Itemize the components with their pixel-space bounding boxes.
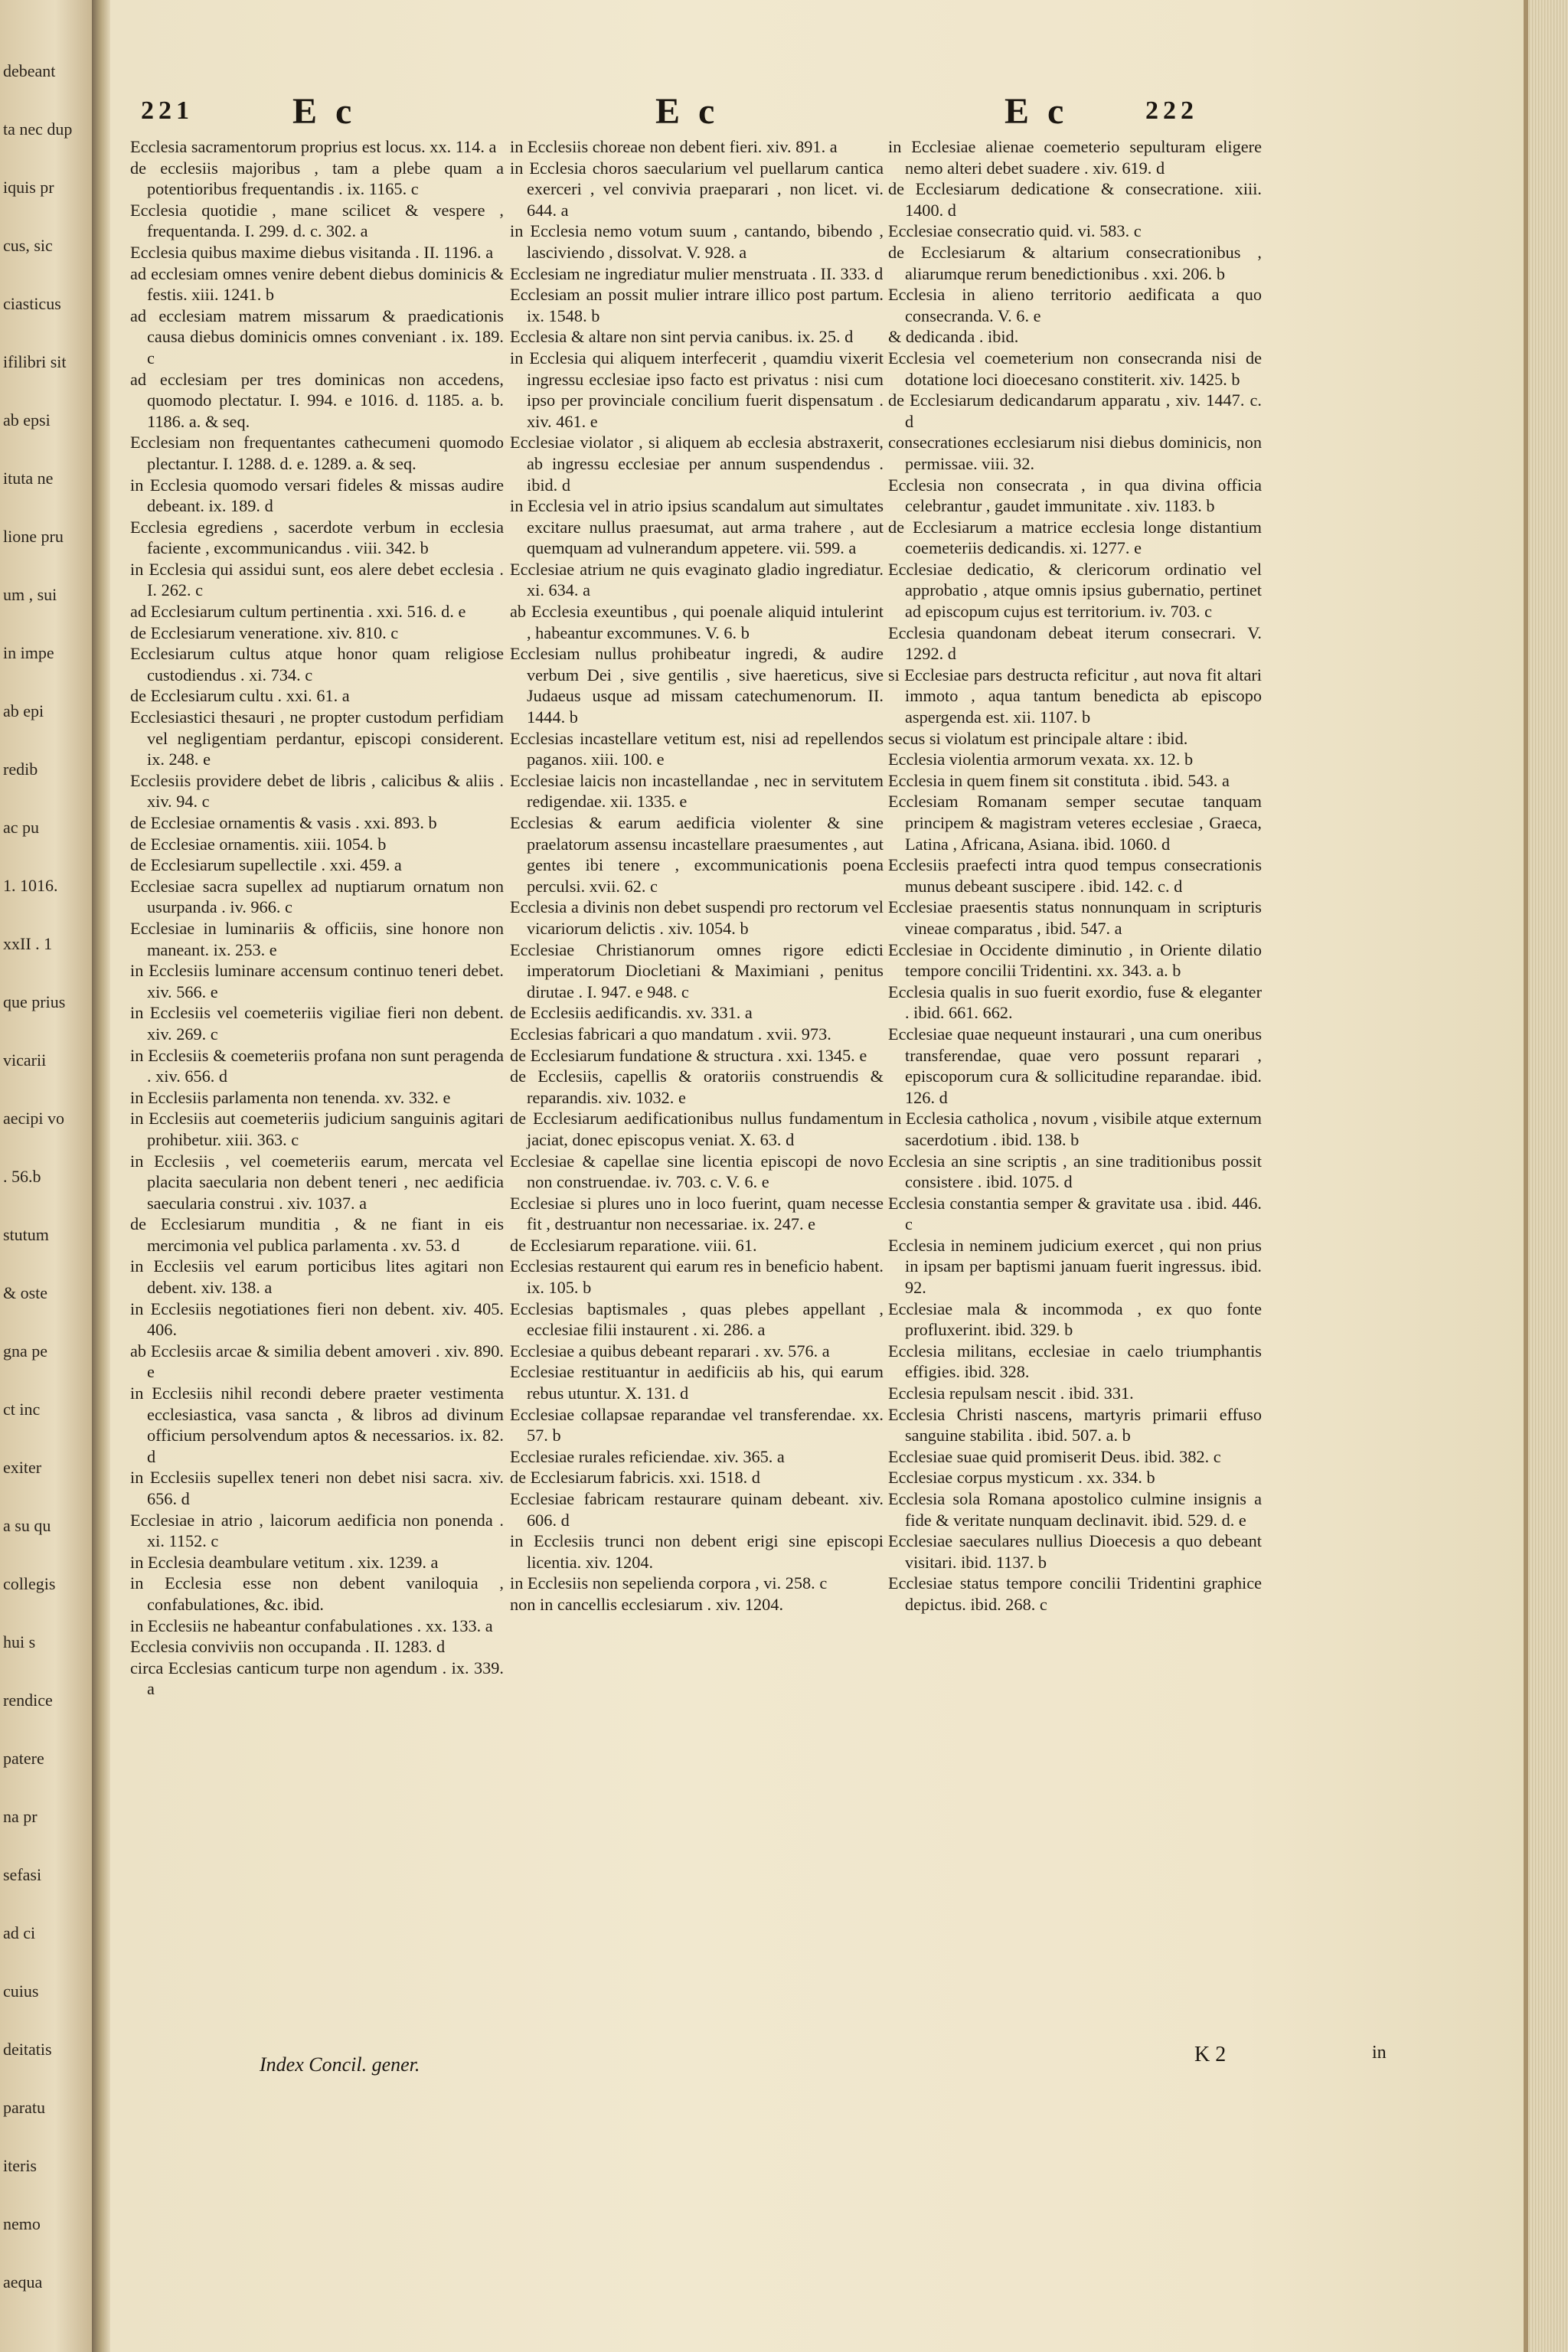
- headword-right: E c: [1004, 91, 1069, 132]
- index-entry: Ecclesiae mala & incommoda , ex quo fonte profluxerint. ibid. 329. b: [888, 1298, 1262, 1340]
- previous-page-fragment: paratu: [3, 2098, 45, 2117]
- index-entry: in Ecclesiis negotiationes fieri non debent. xiv. 405. 406.: [130, 1298, 504, 1340]
- previous-page-fragment: na pr: [3, 1807, 38, 1826]
- index-entry: Ecclesiae laicis non incastellandae , nec in servitutem redigendae. xii. 1335. e: [510, 770, 884, 812]
- previous-page-fragment: xxII . 1: [3, 934, 53, 953]
- index-entry: Ecclesiae corpus mysticum . xx. 334. b: [888, 1468, 1155, 1488]
- previous-page-fragment: hui s: [3, 1632, 36, 1651]
- index-entry: Ecclesiae in Occidente diminutio , in Oriente dilatio tempore concilii Tridentini. xx. 343. a. b: [888, 939, 1262, 981]
- index-entry: de Ecclesiarum fundatione & structura . xxi. 1345. e: [510, 1045, 867, 1065]
- index-entry: de Ecclesiarum fabricis. xxi. 1518. d: [510, 1468, 760, 1488]
- index-entry: de Ecclesiarum supellectile . xxi. 459. a: [130, 855, 402, 875]
- previous-page-fragment: sefasi: [3, 1865, 42, 1884]
- index-entry: ad ecclesiam matrem missarum & praedicationis causa diebus dominicis omnes conveniant . ix. 189. c: [130, 305, 504, 368]
- index-entry: Ecclesiae in atrio , laicorum aedificia non ponenda . xi. 1152. c: [130, 1510, 504, 1551]
- previous-page-fragment: cus, sic: [3, 236, 53, 255]
- previous-page-fragment: gna pe: [3, 1341, 48, 1361]
- index-entry: Ecclesiae atrium ne quis evaginato gladio ingrediatur. xi. 634. a: [510, 559, 884, 600]
- previous-page-fragment: lione pru: [3, 527, 64, 546]
- previous-page-fragment: ciasticus: [3, 294, 61, 313]
- previous-page-fragment: cuius: [3, 1981, 39, 2001]
- index-entry: in Ecclesiis vel earum porticibus lites agitari non debent. xiv. 138. a: [130, 1256, 504, 1298]
- index-entry: in Ecclesiis , vel coemeteriis earum, mercata vel placita saecularia non debent teneri , nec aedificia saecularia construi . xiv. 1037. a: [130, 1151, 504, 1213]
- index-entry: de ecclesiis majoribus , tam a plebe quam a potentioribus frequentandis . ix. 1165. c: [130, 158, 504, 199]
- index-entry: in Ecclesia catholica , novum , visibile atque externum sacerdotium . ibid. 138. b: [888, 1109, 1262, 1149]
- index-entry: Ecclesia quibus maxime diebus visitanda . II. 1196. a: [130, 242, 494, 262]
- index-entry: Ecclesia qualis in suo fuerit exordio, fuse & eleganter . ibid. 661. 662.: [888, 982, 1262, 1023]
- index-entry: Ecclesiae restituantur in aedificiis ab his, qui earum rebus utuntur. X. 131. d: [510, 1362, 884, 1403]
- previous-page-fragment: ab epsi: [3, 410, 51, 430]
- index-entry: in Ecclesiis aut coemeteriis judicium sanguinis agitari prohibetur. xiii. 363. c: [130, 1109, 504, 1149]
- previous-page-fragment: aequa: [3, 2272, 43, 2292]
- index-entry: in Ecclesiis trunci non debent erigi sine episcopi licentia. xiv. 1204.: [510, 1531, 884, 1572]
- index-entry: Ecclesias incastellare vetitum est, nisi ad repellendos paganos. xiii. 100. e: [510, 728, 884, 769]
- column-right: [888, 136, 1262, 1615]
- page-number-right: 222: [1145, 96, 1198, 125]
- index-entry: secus si violatum est principale altare : ibid.: [888, 728, 1188, 748]
- index-entry: Ecclesia quandonam debeat iterum consecrari. V. 1292. d: [888, 622, 1262, 664]
- index-entry: Ecclesiae Christianorum omnes rigore edicti imperatorum Diocletiani & Maximiani , penitus dirutae . I. 947. e 948. c: [510, 939, 884, 1001]
- index-entry: Ecclesiae fabricam restaurare quinam debeant. xiv. 606. d: [510, 1489, 884, 1530]
- index-entry: circa Ecclesias canticum turpe non agendum . ix. 339. a: [130, 1658, 504, 1699]
- previous-page-fragment: patere: [3, 1749, 44, 1768]
- index-entry: Ecclesiae in luminariis & officiis, sine honore non maneant. ix. 253. e: [130, 918, 504, 959]
- index-entry: Ecclesiae quae nequeunt instaurari , una cum oneribus transferendae, quae vero possunt reparari , episcoporum cura & sollicitudine reparandae. ibid. 126. d: [888, 1024, 1262, 1107]
- index-entry: Ecclesiam ne ingrediatur mulier menstruata . II. 333. d: [510, 263, 884, 283]
- index-entry: Ecclesiae status tempore concilii Tridentini graphice depictus. ibid. 268. c: [888, 1573, 1262, 1614]
- index-entry: in Ecclesiis supellex teneri non debet nisi sacra. xiv. 656. d: [130, 1468, 504, 1508]
- index-entry: de Ecclesiis aedificandis. xv. 331. a: [510, 1003, 753, 1023]
- index-entry: Ecclesiae suae quid promiserit Deus. ibid. 382. c: [888, 1446, 1221, 1466]
- previous-page-fragment: collegis: [3, 1574, 56, 1593]
- index-entry: Ecclesia vel coemeterium non consecranda nisi de dotatione loci dioecesano constiterit. xiv. 1425. b: [888, 348, 1262, 389]
- index-entry: in Ecclesia qui assidui sunt, eos alere debet ecclesia . I. 262. c: [130, 559, 504, 600]
- index-entry: Ecclesia quotidie , mane scilicet & vespere , frequentanda. I. 299. d. c. 302. a: [130, 200, 504, 241]
- previous-page-fragment: aecipi vo: [3, 1109, 65, 1128]
- index-entry: in Ecclesiis nihil recondi debere praeter vestimenta ecclesiastica, vasa sancta , & libros ad divinum officium persolvendum aptos & necessarios. ix. 82. d: [130, 1383, 504, 1466]
- index-entry: in Ecclesiis ne habeantur confabulationes . xx. 133. a: [130, 1615, 493, 1635]
- column-middle: [510, 136, 884, 1615]
- index-entry: in Ecclesiae alienae coemeterio sepulturam eligere nemo alteri debet suadere . xiv. 619. d: [888, 137, 1262, 178]
- index-entry: Ecclesias restaurent qui earum res in beneficio habent. ix. 105. b: [510, 1256, 884, 1298]
- index-entry: in Ecclesia nemo votum suum , cantando, bibendo , lasciviendo , dissolvat. V. 928. a: [510, 221, 884, 262]
- index-entry: de Ecclesiarum a matrice ecclesia longe distantium coemeteriis dedicandis. xi. 1277. e: [888, 517, 1262, 558]
- index-entry: de Ecclesiarum munditia , & ne fiant in eis mercimonia vel publica parlamenta . xv. 53. d: [130, 1214, 504, 1255]
- index-entry: & dedicanda . ibid.: [888, 327, 1019, 347]
- index-entry: ab Ecclesiis arcae & similia debent amoveri . xiv. 890. e: [130, 1341, 504, 1382]
- index-entry: de Ecclesiarum cultu . xxi. 61. a: [130, 686, 350, 706]
- index-entry: de Ecclesiae ornamentis. xiii. 1054. b: [130, 834, 387, 854]
- page-edges: [1524, 0, 1568, 2352]
- index-entry: Ecclesiae si plures uno in loco fuerint, quam necesse fit , destruantur non necessariae. ix. 247. e: [510, 1193, 884, 1234]
- printer-signature: Index Concil. gener.: [260, 2053, 420, 2076]
- index-entry: Ecclesia egrediens , sacerdote verbum in ecclesia faciente , excommunicandus . viii. 342. b: [130, 517, 504, 558]
- previous-page-fragment: nemo: [3, 2214, 41, 2233]
- index-entry: Ecclesiae saeculares nullius Dioecesis a quo debeant visitari. ibid. 1137. b: [888, 1531, 1262, 1572]
- index-entry: in Ecclesia vel in atrio ipsius scandalum aut simultates excitare nullus praesumat, aut arma trahere , aut quemquam ad vulnerandum appetere. vii. 599. a: [510, 496, 884, 558]
- previous-page-fragment: que prius: [3, 992, 66, 1011]
- previous-page-fragment: debeant: [3, 61, 56, 80]
- index-entry: Ecclesiae dedicatio, & clericorum ordinatio vel approbatio , atque omnis ipsius gubernatio, pertinet ad episcopum cujus est territorium. iv. 703. c: [888, 559, 1262, 622]
- previous-page-fragment: um , sui: [3, 585, 57, 604]
- index-entry: Ecclesiae praesentis status nonnunquam in scripturis vineae comparatus , ibid. 547. a: [888, 897, 1262, 938]
- signature-mark: K 2: [1194, 2043, 1227, 2066]
- index-entry: Ecclesia in alieno territorio aedificata a quo consecranda. V. 6. e: [888, 285, 1262, 325]
- index-entry: consecrationes ecclesiarum nisi diebus dominicis, non permissae. viii. 32.: [888, 433, 1262, 473]
- previous-page-fragment: . 56.b: [3, 1167, 41, 1186]
- index-entry: Ecclesiae collapsae reparandae vel transferendae. xx. 57. b: [510, 1404, 884, 1446]
- previous-page-fragment: in impe: [3, 643, 54, 662]
- previous-page-fragment: rendice: [3, 1690, 53, 1710]
- previous-page-fragment: iquis pr: [3, 178, 54, 197]
- index-entry: Ecclesiis providere debet de libris , calicibus & aliis . xiv. 94. c: [130, 770, 504, 812]
- headword-middle: E c: [655, 91, 720, 132]
- index-entry: Ecclesia sola Romana apostolico culmine insignis a fide & veritate nunquam declinavit. ibid. 529. d. e: [888, 1489, 1262, 1530]
- book-page: [110, 0, 1524, 2352]
- previous-page-fragment: ad ci: [3, 1923, 36, 1942]
- index-entry: Ecclesia sacramentorum proprius est locus. xx. 114. a: [130, 137, 497, 156]
- previous-page-fragment: ab epi: [3, 701, 44, 720]
- index-entry: in Ecclesiis luminare accensum continuo teneri debet. xiv. 566. e: [130, 961, 504, 1001]
- index-entry: in Ecclesiis choreae non debent fieri. xiv. 891. a: [510, 137, 838, 156]
- headword-left: E c: [292, 91, 357, 132]
- index-entry: in Ecclesia deambulare vetitum . xix. 1239. a: [130, 1552, 439, 1572]
- index-entry: Ecclesia non consecrata , in qua divina officia celebrantur , gaudet immunitate . xiv. 1183. b: [888, 475, 1262, 516]
- previous-page-fragment: deitatis: [3, 2040, 52, 2059]
- index-entry: Ecclesias fabricari a quo mandatum . xvii. 973.: [510, 1024, 831, 1044]
- index-entry: Ecclesia violentia armorum vexata. xx. 12. b: [888, 750, 1194, 769]
- index-entry: Ecclesiam Romanam semper secutae tanquam principem & magistram veteres ecclesiae , Graeca, Latina , Africana, Asiana. ibid. 1060. d: [888, 792, 1262, 854]
- previous-page-fragment: ct inc: [3, 1400, 41, 1419]
- index-entry: Ecclesia in quem finem sit constituta . ibid. 543. a: [888, 770, 1230, 790]
- index-entry: ad ecclesiam omnes venire debent diebus dominicis & festis. xiii. 1241. b: [130, 263, 504, 305]
- index-entry: non in cancellis ecclesiarum . xiv. 1204.: [510, 1594, 784, 1614]
- index-entry: Ecclesia constantia semper & gravitate usa . ibid. 446. c: [888, 1193, 1262, 1234]
- index-entry: in Ecclesia qui aliquem interfecerit , quamdiu vixerit ingressu ecclesiae ipso facto est privatus : nisi cum ipso per provinciale concilium fuerit dispensatum . xiv. 461. e: [510, 348, 884, 431]
- previous-page-fragment: ac pu: [3, 818, 40, 837]
- index-entry: in Ecclesia esse non debent vaniloquia , confabulationes, &c. ibid.: [130, 1573, 504, 1614]
- previous-page-fragment: ta nec dup: [3, 119, 73, 139]
- index-entry: ad ecclesiam per tres dominicas non accedens, quomodo plectatur. I. 994. e 1016. d. 1185. a. b. 1186. a. & seq.: [130, 369, 504, 431]
- index-entry: Ecclesiae sacra supellex ad nuptiarum ornatum non usurpanda . iv. 966. c: [130, 876, 504, 917]
- catchword: in: [1372, 2043, 1387, 2063]
- index-entry: de Ecclesiarum dedicandarum apparatu , xiv. 1447. c. d: [888, 390, 1262, 431]
- index-entry: de Ecclesiarum dedicatione & consecratione. xiii. 1400. d: [888, 179, 1262, 220]
- previous-page-edge: [0, 0, 92, 2352]
- index-entry: Ecclesiae violator , si aliquem ab ecclesia abstraxerit, ab ingressu ecclesiae per annum suspendendus . ibid. d: [510, 433, 884, 495]
- index-entry: Ecclesiae a quibus debeant reparari . xv. 576. a: [510, 1341, 830, 1361]
- index-entry: Ecclesiam nullus prohibeatur ingredi, & audire verbum Dei , sive gentilis , sive haereticus, sive Judaeus usque ad missam catechumenorum. II. 1444. b: [510, 644, 884, 727]
- index-entry: in Ecclesia quomodo versari fideles & missas audire debeant. ix. 189. d: [130, 475, 504, 516]
- index-entry: Ecclesiam non frequentantes cathecumeni quomodo plectantur. I. 1288. d. e. 1289. a. & seq.: [130, 433, 504, 473]
- previous-page-fragment: a su qu: [3, 1516, 51, 1535]
- index-entry: in Ecclesiis vel coemeteriis vigiliae fieri non debent. xiv. 269. c: [130, 1003, 504, 1044]
- previous-page-fragment: exiter: [3, 1458, 42, 1477]
- index-entry: Ecclesia militans, ecclesiae in caelo triumphantis effigies. ibid. 328.: [888, 1341, 1262, 1382]
- index-entry: ab Ecclesia exeuntibus , qui poenale aliquid intulerint , habeantur excommunes. V. 6. b: [510, 602, 884, 642]
- column-left: [130, 136, 504, 1700]
- previous-page-fragment: 1. 1016.: [3, 876, 58, 895]
- index-entry: Ecclesiis praefecti intra quod tempus consecrationis munus debeant suscipere . ibid. 142. c. d: [888, 855, 1262, 896]
- index-entry: Ecclesiastici thesauri , ne propter custodum perfidiam vel negligentiam perdantur, episcopi considerent. ix. 248. e: [130, 707, 504, 769]
- index-entry: Ecclesiae consecratio quid. vi. 583. c: [888, 221, 1142, 241]
- page-number-left: 221: [141, 96, 194, 125]
- previous-page-fragment: ituta ne: [3, 469, 54, 488]
- index-entry: si Ecclesiae pars destructa reficitur , aut nova fit altari immoto , aqua tantum benedicta ab episcopo aspergenda est. xii. 1107. b: [888, 665, 1262, 727]
- index-entry: Ecclesiae rurales reficiendae. xiv. 365. a: [510, 1446, 785, 1466]
- previous-page-fragment: iteris: [3, 2156, 37, 2175]
- index-entry: Ecclesiae & capellae sine licentia episcopi de novo non construendae. iv. 703. c. V. 6. e: [510, 1151, 884, 1192]
- index-entry: Ecclesiarum cultus atque honor quam religiose custodiendus . xi. 734. c: [130, 644, 504, 684]
- index-entry: de Ecclesiarum aedificationibus nullus fundamentum jaciat, donec episcopus veniat. X. 63. d: [510, 1109, 884, 1149]
- previous-page-fragment: redib: [3, 760, 38, 779]
- previous-page-fragment: stutum: [3, 1225, 49, 1244]
- previous-page-fragment: vicarii: [3, 1050, 47, 1070]
- page-header: [110, 90, 1524, 136]
- index-entry: Ecclesiam an possit mulier intrare illico post partum. ix. 1548. b: [510, 285, 884, 325]
- index-entry: de Ecclesiis, capellis & oratoriis construendis & reparandis. xiv. 1032. e: [510, 1067, 884, 1107]
- index-entry: de Ecclesiarum & altarium consecrationibus , aliarumque rerum benedictionibus . xxi. 206. b: [888, 242, 1262, 283]
- index-entry: in Ecclesiis non sepelienda corpora , vi. 258. c: [510, 1573, 828, 1593]
- index-entry: Ecclesia an sine scriptis , an sine traditionibus possit consistere . ibid. 1075. d: [888, 1151, 1262, 1192]
- index-entry: Ecclesia a divinis non debet suspendi pro rectorum vel vicariorum delictis . xiv. 1054. b: [510, 897, 884, 938]
- index-entry: de Ecclesiae ornamentis & vasis . xxi. 893. b: [130, 813, 437, 832]
- index-entry: ad Ecclesiarum cultum pertinentia . xxi. 516. d. e: [130, 602, 466, 622]
- index-entry: in Ecclesiis & coemeteriis profana non sunt peragenda . xiv. 656. d: [130, 1045, 504, 1086]
- index-entry: de Ecclesiarum reparatione. viii. 61.: [510, 1235, 757, 1255]
- book-gutter: [92, 0, 110, 2352]
- index-entry: Ecclesia conviviis non occupanda . II. 1283. d: [130, 1637, 446, 1657]
- index-entry: in Ecclesia choros saecularium vel puellarum cantica exerceri , vel convivia praeparari , non licet. vi. 644. a: [510, 158, 884, 220]
- previous-page-fragment: ifilibri sit: [3, 352, 67, 371]
- index-entry: de Ecclesiarum veneratione. xiv. 810. c: [130, 622, 399, 642]
- index-entry: Ecclesias baptismales , quas plebes appellant , ecclesiae filii instaurent . xi. 286. a: [510, 1298, 884, 1340]
- index-entry: Ecclesia in neminem judicium exercet , qui non prius in ipsam per baptismi januam fuerit ingressus. ibid. 92.: [888, 1235, 1262, 1298]
- previous-page-fragment: & oste: [3, 1283, 48, 1302]
- index-entry: Ecclesias & earum aedificia violenter & sine praelatorum assensu incastellare praesumentes , aut gentes ibi tenere , excommunicationis poena perculsi. xvii. 62. c: [510, 813, 884, 896]
- index-entry: Ecclesia & altare non sint pervia canibus. ix. 25. d: [510, 327, 854, 347]
- index-entry: Ecclesia repulsam nescit . ibid. 331.: [888, 1383, 1134, 1403]
- index-entry: in Ecclesiis parlamenta non tenenda. xv. 332. e: [130, 1087, 451, 1107]
- index-entry: Ecclesia Christi nascens, martyris primarii effuso sanguine stabilita . ibid. 507. a. b: [888, 1404, 1262, 1446]
